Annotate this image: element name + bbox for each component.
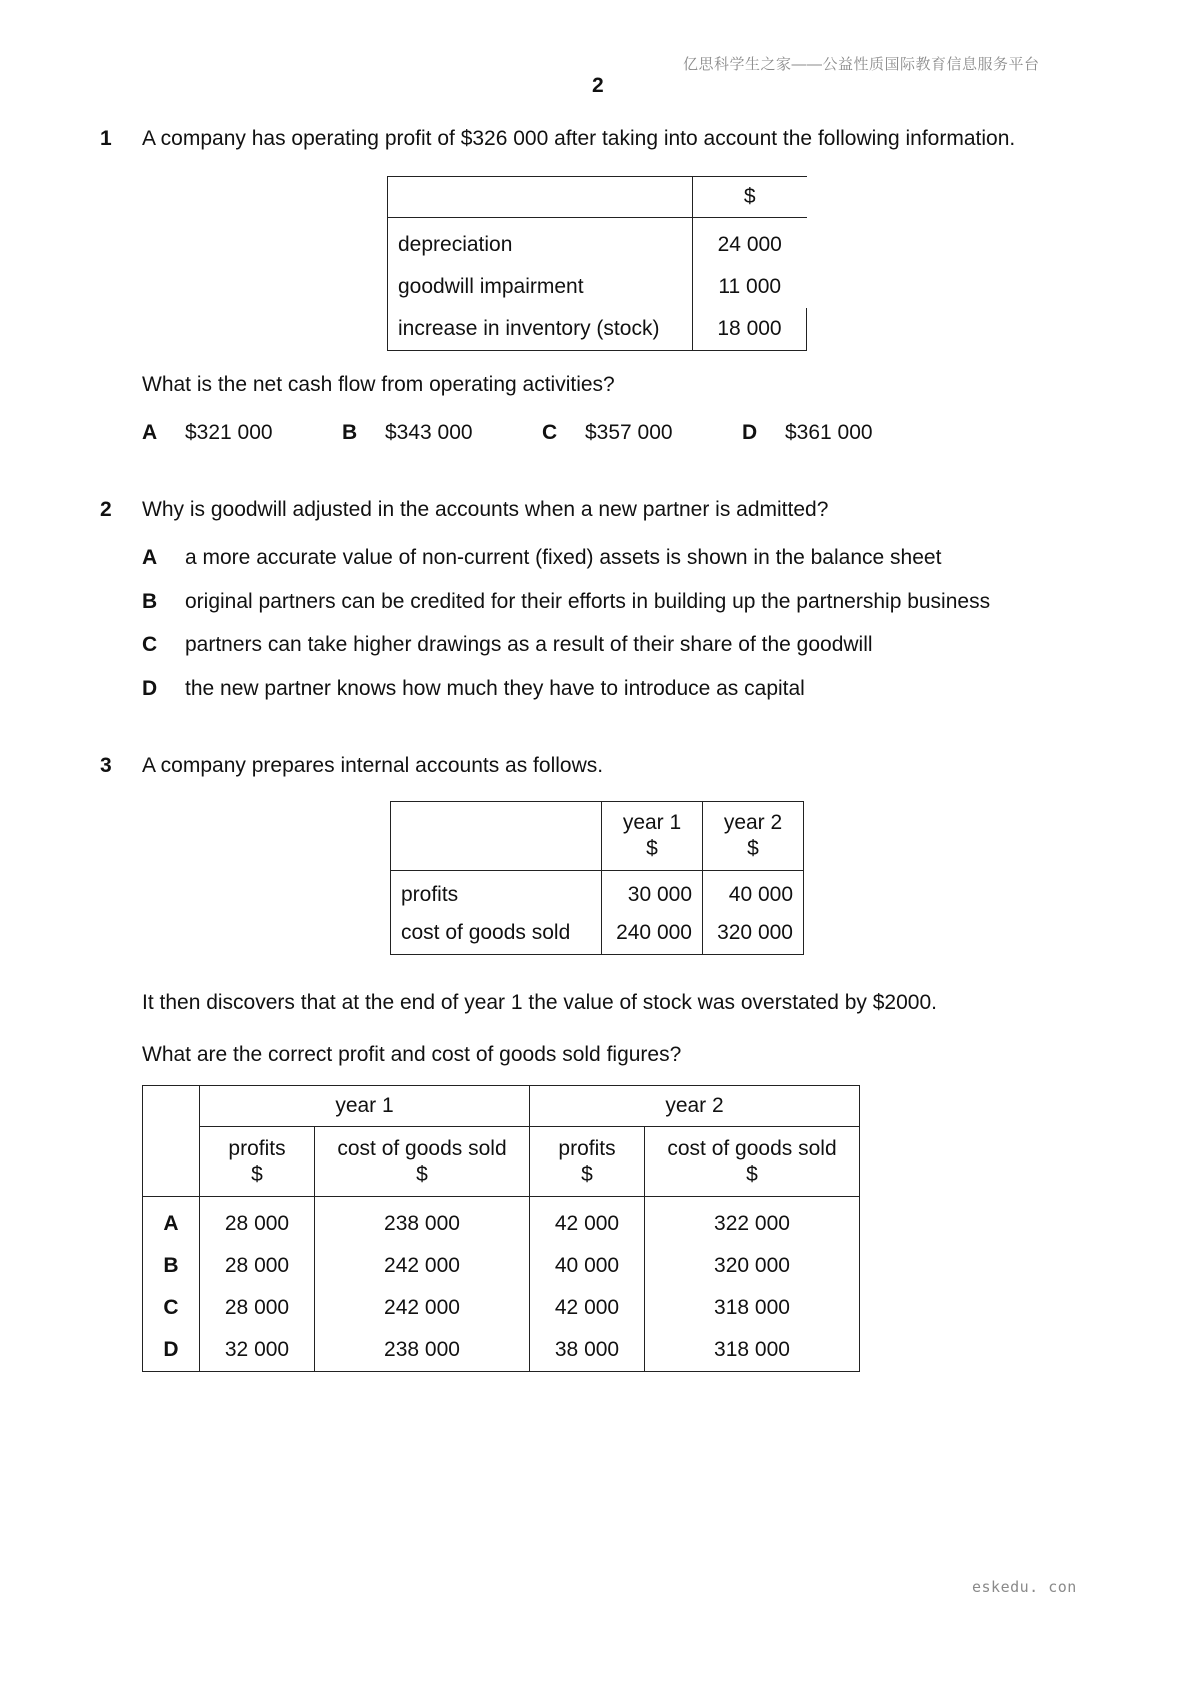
row-label: increase in inventory (stock) [388, 308, 693, 351]
header-year-1-currency: $ [646, 837, 658, 860]
subheader-profits-y1 [200, 1127, 315, 1197]
table-row [388, 218, 807, 267]
options-header-year-2: year 2 [530, 1086, 860, 1127]
option-value: 242 000 [315, 1245, 530, 1287]
option-letter: C [143, 1287, 200, 1329]
subheader-label: profits [228, 1136, 286, 1160]
option-value: 28 000 [200, 1197, 315, 1246]
q2-option-c-text: partners can take higher drawings as a result of their share of the goodwill [185, 633, 873, 656]
option-value: 40 000 [530, 1245, 645, 1287]
question-2-number: 2 [100, 498, 112, 521]
question-1-table [387, 176, 807, 351]
subheader-label: cost of goods sold [337, 1136, 507, 1160]
table-row [143, 1287, 860, 1329]
option-value: 28 000 [200, 1287, 315, 1329]
subheader-label: profits [558, 1136, 616, 1160]
subheader-currency: $ [251, 1162, 263, 1186]
row-label: depreciation [388, 218, 693, 267]
question-1-number: 1 [100, 127, 112, 150]
option-value: 242 000 [315, 1287, 530, 1329]
q1-option-d-text: $361 000 [785, 421, 873, 444]
row-label: cost of goods sold [391, 913, 602, 955]
question-3-number: 3 [100, 754, 112, 777]
question-3-prompt: What are the correct profit and cost of goods sold figures? [142, 1043, 682, 1066]
header-year-1 [602, 802, 703, 871]
option-value: 38 000 [530, 1329, 645, 1372]
option-value: 320 000 [645, 1245, 860, 1287]
subheader-currency: $ [581, 1162, 593, 1186]
subheader-profits-y2 [530, 1127, 645, 1197]
options-header-year-1: year 1 [200, 1086, 530, 1127]
option-value: 42 000 [530, 1287, 645, 1329]
table-row [143, 1245, 860, 1287]
subheader-currency: $ [416, 1162, 428, 1186]
subheader-cogs-y1 [315, 1127, 530, 1197]
header-year-1-label: year 1 [622, 811, 682, 834]
q2-option-d-letter: D [142, 677, 158, 700]
q2-option-a-text: a more accurate value of non-current (fixed) assets is shown in the balance sheet [185, 546, 942, 569]
options-subheader-row [143, 1127, 860, 1197]
option-value: 32 000 [200, 1329, 315, 1372]
option-value: 318 000 [645, 1329, 860, 1372]
subheader-currency: $ [746, 1162, 758, 1186]
row-value: 18 000 [693, 308, 807, 351]
options-header-blank [143, 1086, 200, 1197]
q2-option-b-text: original partners can be credited for their efforts in building up the partnership business [185, 590, 991, 613]
row-value-year-1: 30 000 [602, 871, 703, 913]
header-year-2 [703, 802, 804, 871]
option-value: 238 000 [315, 1329, 530, 1372]
option-value: 28 000 [200, 1245, 315, 1287]
q2-option-b-letter: B [142, 590, 158, 613]
q2-option-c-letter: C [142, 633, 158, 656]
option-letter: A [143, 1197, 200, 1246]
question-3-options-table [142, 1085, 860, 1372]
q1-option-c-text: $357 000 [585, 421, 673, 444]
page-number: 2 [592, 74, 604, 97]
table-header-row [388, 177, 807, 218]
q1-option-a-letter: A [142, 421, 158, 444]
option-value: 322 000 [645, 1197, 860, 1246]
table-row [143, 1197, 860, 1246]
row-value-year-2: 320 000 [703, 913, 804, 955]
options-year-header-row [143, 1086, 860, 1127]
table-header-blank [388, 177, 693, 218]
question-1-text: A company has operating profit of $326 000 after taking into account the following information. [142, 127, 1016, 150]
row-label: profits [391, 871, 602, 913]
question-3-statement: It then discovers that at the end of year 1 the value of stock was overstated by $2000. [142, 991, 937, 1014]
q2-option-a-letter: A [142, 546, 158, 569]
option-value: 42 000 [530, 1197, 645, 1246]
header-watermark: 亿思科学生之家——公益性质国际教育信息服务平台 [683, 56, 1040, 73]
footer-watermark: eskedu. con [972, 1578, 1077, 1596]
q1-option-a-text: $321 000 [185, 421, 273, 444]
q1-option-b-letter: B [342, 421, 358, 444]
subheader-cogs-y2 [645, 1127, 860, 1197]
table-row [391, 871, 804, 913]
row-value-year-2: 40 000 [703, 871, 804, 913]
q1-option-c-letter: C [542, 421, 558, 444]
option-value: 318 000 [645, 1287, 860, 1329]
question-1-prompt: What is the net cash flow from operating activities? [142, 373, 615, 396]
table-header-blank [391, 802, 602, 871]
table-row [391, 913, 804, 955]
option-value: 238 000 [315, 1197, 530, 1246]
table-row [143, 1329, 860, 1372]
table-row [388, 266, 807, 308]
table-header-currency: $ [693, 177, 807, 218]
header-year-2-currency: $ [747, 837, 759, 860]
table-row [388, 308, 807, 351]
row-value: 11 000 [693, 266, 807, 308]
option-letter: B [143, 1245, 200, 1287]
header-year-2-label: year 2 [723, 811, 783, 834]
question-3-text: A company prepares internal accounts as follows. [142, 754, 604, 777]
table-header-row [391, 802, 804, 871]
q2-option-d-text: the new partner knows how much they have to introduce as capital [185, 677, 805, 700]
option-letter: D [143, 1329, 200, 1372]
row-value: 24 000 [693, 218, 807, 267]
q1-option-d-letter: D [742, 421, 758, 444]
row-value-year-1: 240 000 [602, 913, 703, 955]
question-2-text: Why is goodwill adjusted in the accounts when a new partner is admitted? [142, 498, 829, 521]
q1-option-b-text: $343 000 [385, 421, 473, 444]
question-3-table [390, 801, 804, 955]
subheader-label: cost of goods sold [667, 1136, 837, 1160]
row-label: goodwill impairment [388, 266, 693, 308]
